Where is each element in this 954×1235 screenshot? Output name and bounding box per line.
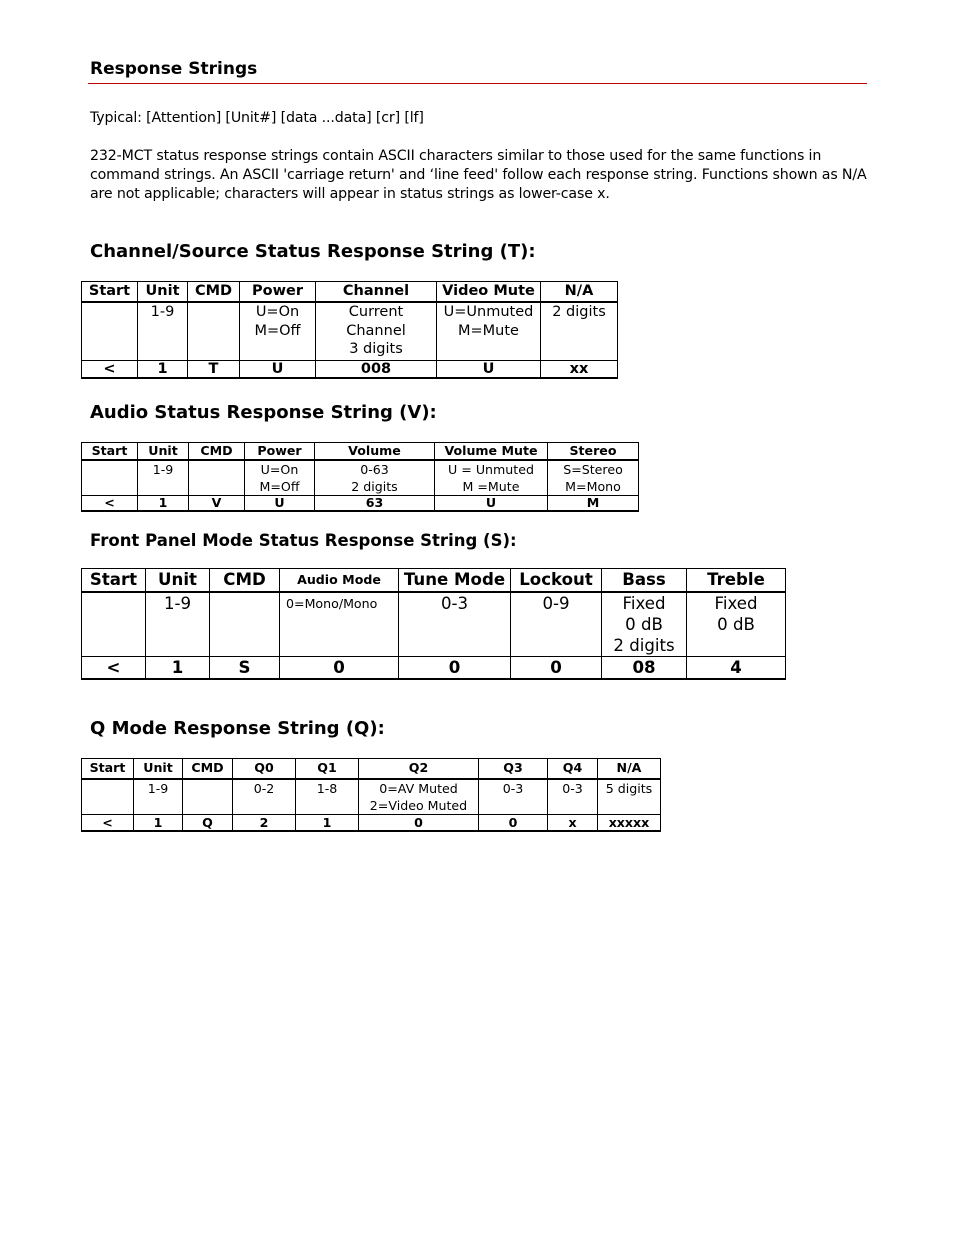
column-header-n-a: N/A [541,282,618,303]
channel-status-table [81,281,618,379]
value-cell: 0 [280,657,399,680]
description-cell [316,302,437,361]
value-cell: 63 [315,496,435,512]
description-line: M=Off [259,479,300,494]
description-cell [598,779,661,815]
front-panel-status-table [81,568,786,680]
value-row [82,815,661,832]
description-line: U=Unmuted [443,304,534,320]
column-header-tune-mode: Tune Mode [399,569,511,593]
column-header-cmd: CMD [210,569,280,593]
value-cell: S [210,657,280,680]
column-header-power: Power [245,443,315,461]
column-header-cmd: CMD [189,443,245,461]
column-header-cmd: CMD [188,282,240,303]
description-cell [188,302,240,361]
description-cell [138,460,189,496]
description-line: M=Mono [565,479,621,494]
description-line: M =Mute [462,479,520,494]
description-line: U = Unmuted [448,462,534,477]
description-line: 2 digits [552,304,606,320]
description-cell [479,779,548,815]
column-header-unit: Unit [138,282,188,303]
column-header-q4: Q4 [548,759,598,780]
description-row [82,460,639,496]
value-cell: xxxxx [598,815,661,832]
description-cell [146,592,210,657]
value-cell: 2 [233,815,296,832]
description-line: 2=Video Muted [369,798,468,813]
description-line: U=On [255,304,300,320]
description-cell [359,779,479,815]
value-cell: 4 [687,657,786,680]
column-header-volume: Volume [315,443,435,461]
description-line: 2 digits [613,636,675,655]
value-cell: V [189,496,245,512]
intro-line: 232-MCT status response strings contain ASCII characters similar to those used for the same functions in [90,148,822,164]
column-header-q3: Q3 [479,759,548,780]
description-cell [183,779,233,815]
description-cell [435,460,548,496]
description-cell [296,779,359,815]
column-header-start: Start [82,282,138,303]
typical-format-line: Typical: [Attention] [Unit#] [data ...data] [cr] [lf] [90,110,424,126]
value-cell: 0 [511,657,602,680]
description-cell [210,592,280,657]
column-header-start: Start [82,569,146,593]
value-cell: xx [541,361,618,379]
description-line: 0-3 [502,781,524,796]
column-header-start: Start [82,443,138,461]
column-header-q1: Q1 [296,759,359,780]
description-cell [82,779,134,815]
description-cell [399,592,511,657]
description-cell [82,302,138,361]
q-mode-table [81,758,661,832]
value-cell: M [548,496,639,512]
value-cell: U [240,361,316,379]
description-cell [315,460,435,496]
column-header-channel: Channel [316,282,437,303]
value-cell: 1 [146,657,210,680]
value-cell: U [435,496,548,512]
description-line: 1-9 [152,462,174,477]
column-header-volume-mute: Volume Mute [435,443,548,461]
column-header-stereo: Stereo [548,443,639,461]
value-cell: 1 [296,815,359,832]
value-cell: x [548,815,598,832]
description-cell [189,460,245,496]
value-cell: 08 [602,657,687,680]
description-line: 0-3 [440,594,469,613]
column-header-unit: Unit [134,759,183,780]
value-cell: < [82,496,138,512]
description-line: 0=AV Muted [379,781,458,796]
description-line: M=Mute [458,322,519,339]
description-line: S=Stereo [563,462,623,477]
value-cell: U [245,496,315,512]
description-line: 0 dB [625,615,663,634]
value-row [82,496,639,512]
column-header-q0: Q0 [233,759,296,780]
value-cell: 0 [359,815,479,832]
value-cell: < [82,815,134,832]
description-line: 1-9 [147,781,169,796]
value-cell: 1 [138,496,189,512]
description-line: Fixed [714,594,758,613]
description-cell [82,460,138,496]
description-row [82,592,786,657]
value-row [82,361,618,379]
value-cell: 1 [134,815,183,832]
value-row [82,657,786,680]
column-header-bass: Bass [602,569,687,593]
description-line: Channel [346,322,406,339]
description-cell [511,592,602,657]
value-cell: < [82,657,146,680]
description-line: 3 digits [349,341,403,358]
column-header-audio-mode: Audio Mode [280,569,399,593]
value-cell: Q [183,815,233,832]
column-header-cmd: CMD [183,759,233,780]
audio-status-table [81,442,639,512]
value-cell: T [188,361,240,379]
header-row [82,282,618,303]
description-cell [548,779,598,815]
header-row [82,759,661,780]
header-row [82,569,786,593]
value-cell: 0 [479,815,548,832]
description-cell [280,592,399,657]
value-cell: U [437,361,541,379]
description-cell [138,302,188,361]
column-header-n-a: N/A [598,759,661,780]
description-cell [437,302,541,361]
description-line: 5 digits [605,781,653,796]
description-line: 1-9 [163,594,192,613]
audio-status-heading: Audio Status Response String (V): [90,402,437,423]
description-cell [602,592,687,657]
column-header-start: Start [82,759,134,780]
description-cell [233,779,296,815]
section-title: Response Strings [90,59,258,79]
intro-line: are not applicable; characters will appear in status strings as lower-case x. [90,186,610,202]
description-cell [240,302,316,361]
description-cell [245,460,315,496]
description-row [82,302,618,361]
column-header-power: Power [240,282,316,303]
description-row [82,779,661,815]
description-cell [687,592,786,657]
description-line: U=On [260,462,299,477]
description-line: 2 digits [351,479,398,494]
column-header-video-mute: Video Mute [437,282,541,303]
channel-status-heading: Channel/Source Status Response String (T): [90,241,536,262]
description-line: 0-2 [253,781,275,796]
description-cell [82,592,146,657]
header-row [82,443,639,461]
column-header-unit: Unit [138,443,189,461]
description-line: 0-3 [562,781,583,796]
description-line: 0 dB [717,615,755,634]
description-line: M=Off [254,322,301,339]
description-line: 1-8 [316,781,338,796]
column-header-lockout: Lockout [511,569,602,593]
title-rule [88,83,867,84]
column-header-q2: Q2 [359,759,479,780]
description-line: Current [348,304,404,320]
q-mode-heading: Q Mode Response String (Q): [90,718,385,739]
description-cell [134,779,183,815]
value-cell: 008 [316,361,437,379]
intro-line: command strings. An ASCII 'carriage return' and ‘line feed' follow each response string. Functions shown as N/A [90,167,867,183]
value-cell: < [82,361,138,379]
front-panel-status-heading: Front Panel Mode Status Response String (S): [90,531,517,550]
value-cell: 0 [399,657,511,680]
description-cell [541,302,618,361]
value-cell: 1 [138,361,188,379]
column-header-unit: Unit [146,569,210,593]
description-line: 0-63 [360,462,389,477]
description-cell [548,460,639,496]
description-line: Fixed [622,594,666,613]
column-header-treble: Treble [687,569,786,593]
description-line: 0-9 [542,594,570,613]
description-line: 1-9 [150,304,175,320]
description-line: 0=Mono/Mono [286,596,378,611]
